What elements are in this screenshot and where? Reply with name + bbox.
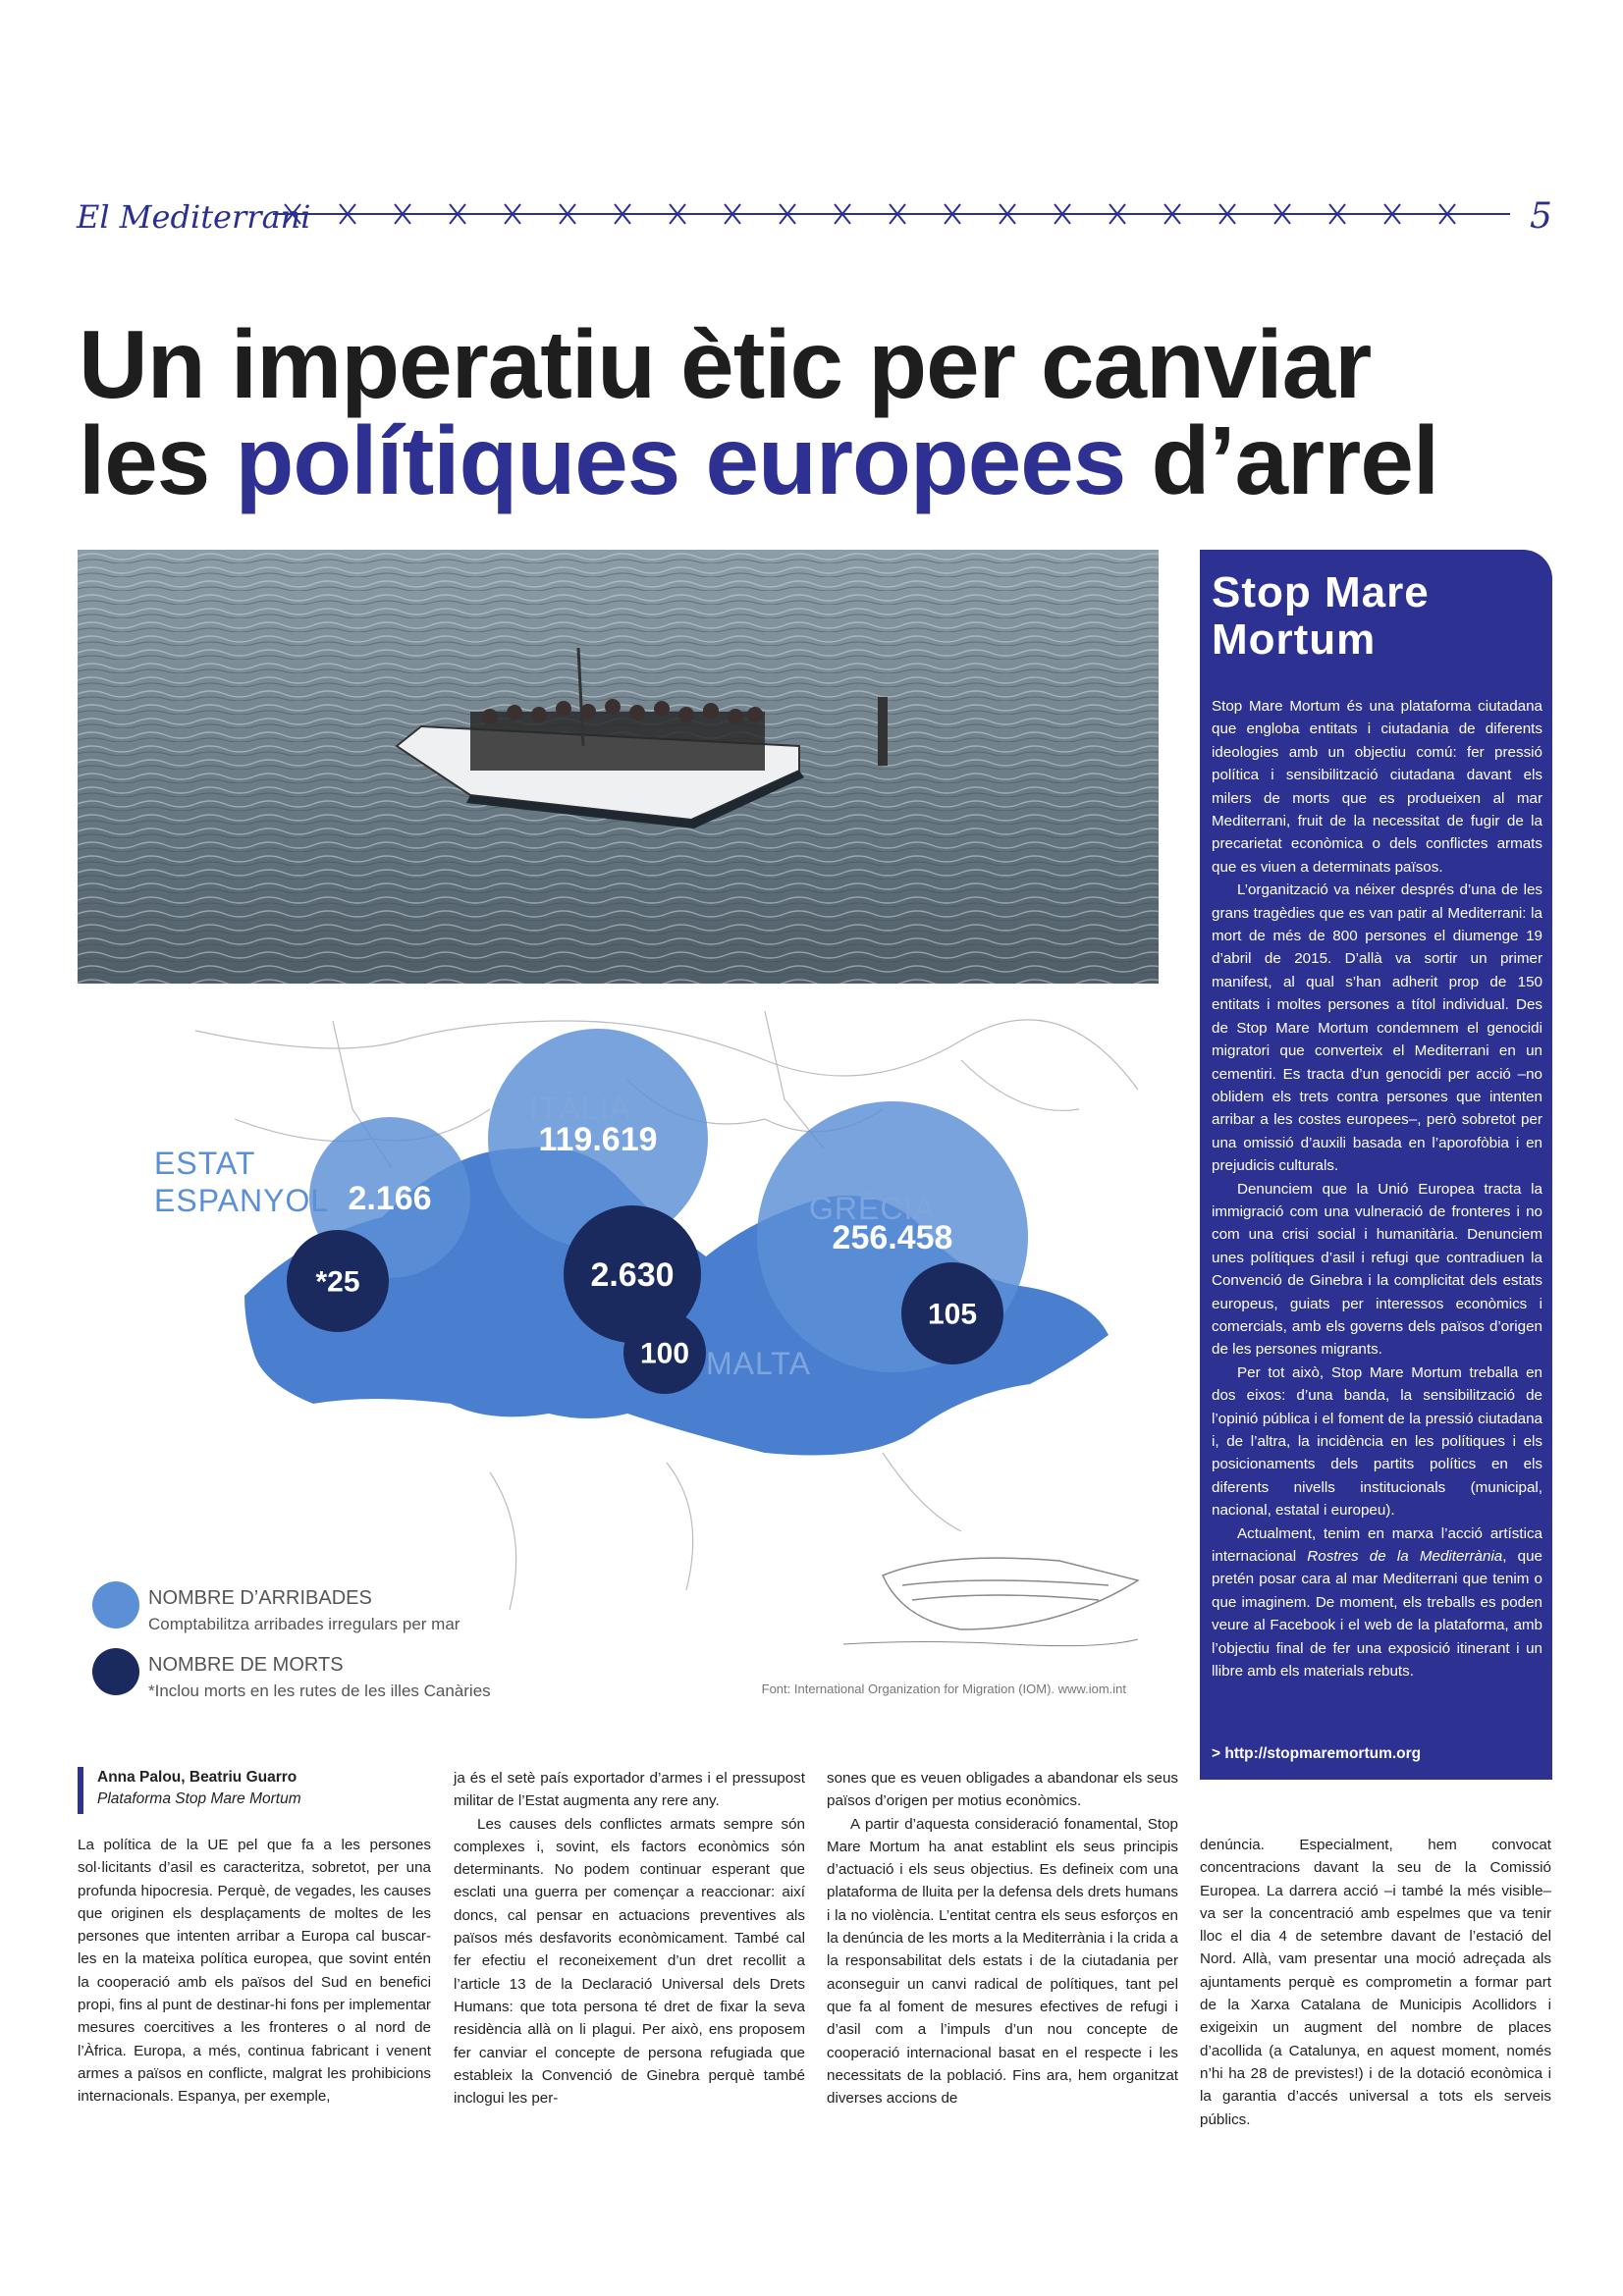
barb [611,204,634,224]
barb [1435,204,1459,224]
bubble-deaths-italia-label: 2.630 [590,1255,675,1294]
headline-highlight: polítiques europees [235,406,1126,514]
legend-deaths-swatch [92,1648,139,1695]
headline-line-2: les polítiques europees d’arrel [79,406,1439,514]
sidebar-title: Stop Mare Mortum [1212,568,1430,664]
byline-organization: Plataforma Stop Mare Mortum [97,1790,301,1807]
barb [391,204,414,224]
running-header [77,192,1552,251]
sidebar-paragraph: Stop Mare Mortum és una plataforma ciutadana que engloba entitats i ciutadania de diferents ideologies amb un objectiu comú: fer pressió política i sensibilització ciutadana davant els milers de morts que es produeixen al mar Mediterrani, fruit de la necessitat de fugir de la precarietat econòmica o dels conflictes armats que es viuen a determinats països. [1212,698,1542,876]
article-paragraph: A partir d’aquesta consideració fonamental, Stop Mare Mortum ha anat establint els seus principis d’actuació i els seus objectius. Es defineix com una plataforma de lluita per la defensa dels drets humans i la no violència. L’entitat centra els seus esforços en la denúncia de les morts a la Mediterrània i la crida a la responsabilitat dels estats i de la ciutadania per aconseguir un canvi radical de polítiques, tant pel que fa al foment de mesures efectives de refugi i d’asil com a l’impuls d’un nou concepte de cooperació internacional basat en el respecte i les necessitats de la població. Fins ara, hem organitzat diverses accions de [827,1815,1178,2108]
barb [1051,204,1074,224]
label-grecia: GRÈCIA [809,1191,936,1226]
bubble-arrivals-grecia-label: 256.458 [832,1218,953,1256]
barb [776,204,799,224]
article-paragraph: Les causes dels conflictes armats sempre són complexes i, sovint, els factors econòmics són determinants. No podem continuar esperant que esclati una guerra per començar a reaccionar: així doncs, cal pensar en actuacions preventives als països més desfavorits econòmicament. També cal fer efectiu el reconeixement d’un dret recollit a l’article 13 de la Declaració Universal dels Drets Humans: que tota persona té dret de fixar la seva residència allà on li plagui. Per això, ens proposem fer canviar el concepte de persona refugiada que estableix la Convenció de Ginebra perquè també inclogui les per- [454,1815,805,2108]
barb [1325,204,1349,224]
barb [666,204,689,224]
barb [281,204,304,224]
label-espanyol-line1: ESTAT [154,1146,256,1181]
sidebar-box [1200,550,1552,1780]
bubble-deaths-espanyol-label: *25 [315,1265,360,1299]
barb [1161,204,1184,224]
label-malta: MALTA [706,1346,811,1381]
byline [78,1767,421,1814]
section-name: El Mediterrani [77,198,311,236]
barb [831,204,854,224]
article-paragraph: La política de la UE pel que fa a les persones sol·licitants d’asil es caracteritza, sobretot, per una profunda hipocresia. Perquè, de vegades, les causes que originen els desplaçaments de moltes de les persones que intenten arribar a Europa cal buscar-les en la mateixa política europea, que sovint entén la cooperació amb els països del Sud en benefici propi, fins al punt de destinar-hi fons per implementar mesures coercitives a les fronteres o al nord de l’Àfrica. Europa, a més, continua fabricant i venent armes a països en conflicte, malgrat les prohibicions internacionals. Espanya, per exemple, [78,1837,431,2106]
sidebar-body [1212,695,1542,1682]
map-source: Font: International Organization for Migration (IOM). www.iom.int [761,1682,1126,1696]
label-italia: ITÀLIA [529,1091,631,1126]
article-column-3 [827,1767,1178,2109]
sidebar-paragraph: Denunciem que la Unió Europea tracta la immigració com una vulneració de fronteres i no com una crisi social i humanitària. Denunciem unes polítiques d’asil i refugi que contradiuen la Convenció de Ginebra i la complicitat dels estats europeus, guiats per interessos econòmics i comercials, amb els governs dels països d’origen de les persones migrants. [1212,1180,1542,1359]
barb [1216,204,1239,224]
barb [886,204,909,224]
barb [501,204,524,224]
article-paragraph: denúncia. Especialment, hem convocat concentracions davant la seu de la Comissió Europea. La darrera acció –i també la més visible– va ser la concentració amb espelmes que va tenir lloc el dia 4 de setembre davant de l’estació del Nord. Allà, vam presentar una moció adreçada als ajuntaments perquè es comprometin a formar part de la Xarxa Catalana de Municipis Acollidors i exigeixin un augment del nombre de places d’acollida (a Catalunya, en aquest moment, només n’hi ha 28 de previstes!) i de la dotació econòmica i la garantia d’accés universal a tots els serveis públics. [1200,1837,1551,2128]
barb [336,204,359,224]
barb [446,204,469,224]
legend-arrivals-title: NOMBRE D’ARRIBADES [148,1587,372,1609]
headline [79,310,1551,514]
barb [996,204,1019,224]
bubble-arrivals-italia-label: 119.619 [538,1120,658,1158]
barb [1380,204,1404,224]
migrant-boat-photo [78,550,1159,984]
bubble-deaths-grecia-label: 105 [927,1298,978,1331]
label-espanyol-line2: ESPANYOL [154,1183,330,1218]
legend-arrivals-swatch [92,1581,139,1629]
page-number: 5 [1530,196,1552,237]
sidebar-paragraph: Per tot això, Stop Mare Mortum treballa en dos eixos: d’una banda, la sensibilització de l’opinió pública i el foment de la pressió ciutadana i, de l’altra, la incidència en les polítiques i els posicionaments dels partits polítics en els diferents nivells institucionals (municipal, nacional, estatal i europeu). [1212,1363,1542,1520]
article-column-2 [454,1767,805,2109]
barb [556,204,579,224]
barb [721,204,744,224]
article-paragraph: sones que es veuen obligades a abandonar els seus països d’origen per motius econòmics. [827,1770,1178,1810]
sidebar-paragraph: L’organització va néixer després d’una de les grans tragèdies que es van patir al Mediterrani: la mort de més de 800 persones el diumenge 19 d’abril de 2015. D’allà va sortir un primer manifest, al qual s’han adherit prop de 150 entitats i moltes persones a títol individual. Des de Stop Mare Mortum condemnem el genocidi migratori que converteix el Mediterrani en un cementiri. Es tracta d’un genocidi per acció –no oblidem els trets contra persones que intenten arribar a les costes europees–, però sobretot per una omissió d’auxili basada en l’aporofòbia i en prejudicis culturals. [1212,881,1542,1175]
sidebar-paragraph: Actualment, tenim en marxa l’acció artística internacional Rostres de la Mediterrània, que pretén posar cara al mar Mediterrani que tenim o que imaginem. De moment, els treballs es poden veure al Facebook i el web de la plataforma, amb l’objectiu final de fer una exposició itinerant i un llibre amb els materials rebuts. [1212,1524,1542,1681]
headline-line-1: Un imperatiu ètic per canviar [79,310,1372,418]
barb [1271,204,1294,224]
byline-authors: Anna Palou, Beatriu Guarro [97,1769,298,1786]
barbed-wire-rule [273,192,1510,232]
bubble-deaths-malta-label: 100 [639,1337,690,1370]
article-paragraph: ja és el setè país exportador d’armes i el pressupost militar de l’Estat augmenta any rere any. [454,1770,805,1810]
mediterranean-map [78,1001,1159,1713]
barb [941,204,964,224]
website-link[interactable]: > http://stopmaremortum.org [1212,1745,1422,1762]
article-column-1 [78,1834,431,2109]
legend-deaths-title: NOMBRE DE MORTS [148,1654,344,1676]
legend-arrivals-sub: Comptabilitza arribades irregulars per mar [148,1615,460,1633]
legend-deaths-sub: *Inclou morts en les rutes de les illes Canàries [148,1682,491,1700]
article-column-4 [1200,1834,1551,2131]
barb [1106,204,1129,224]
bubble-arrivals-espanyol-label: 2.166 [348,1179,432,1217]
